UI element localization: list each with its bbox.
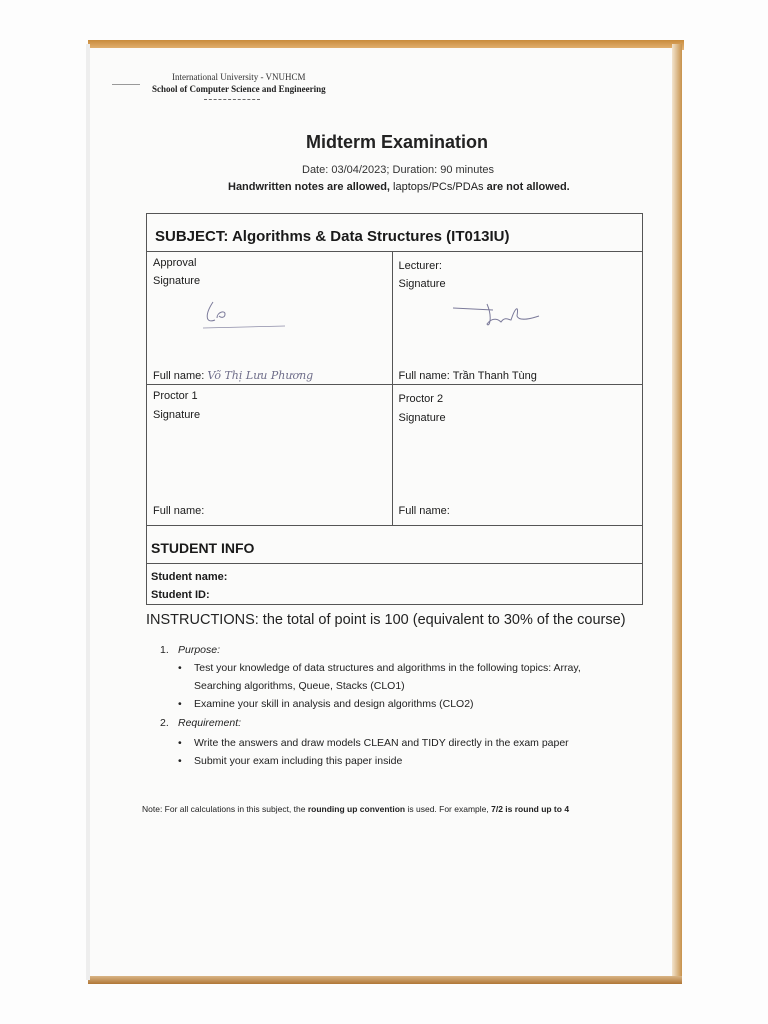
list-item-title: Requirement: xyxy=(178,717,242,729)
approval-fullname xyxy=(153,369,313,382)
notes-allowed: Handwritten notes are allowed, xyxy=(228,181,390,193)
note-example: 7/2 is round up to 4 xyxy=(491,804,570,814)
note-convention: rounding up convention xyxy=(307,804,406,814)
notes-not-allowed: are not allowed. xyxy=(486,181,570,193)
student-id-label: Student ID: xyxy=(151,589,210,601)
approval-cell xyxy=(147,252,393,385)
proctor1-signature-label: Signature xyxy=(153,409,201,421)
corner-rule xyxy=(112,84,140,85)
proctor1-cell xyxy=(147,385,393,526)
list-item: Searching algorithms, Queue, Stacks (CLO1) xyxy=(194,680,405,692)
bullet-icon: • xyxy=(178,698,182,710)
list-item: Write the answers and draw models CLEAN and TIDY directly in the exam paper xyxy=(194,737,569,749)
list-item-number: 2. xyxy=(160,717,169,729)
lecturer-signature-image xyxy=(453,298,563,338)
student-info-heading: STUDENT INFO xyxy=(151,540,255,556)
instructions-heading: INSTRUCTIONS: the total of point is 100 (equivalent to 30% of the course) xyxy=(146,612,626,628)
subject-row xyxy=(147,214,643,252)
proctor2-cell xyxy=(392,385,643,526)
lecturer-cell xyxy=(392,252,643,385)
lecturer-signature-label: Signature xyxy=(398,278,446,290)
note-prefix: Note: For all calculations in this subject, the xyxy=(142,804,306,814)
instructions-list xyxy=(160,641,630,771)
school-name: School of Computer Science and Engineering xyxy=(152,84,326,94)
proctor2-signature-label: Signature xyxy=(398,412,446,424)
proctor1-label: Proctor 1 xyxy=(153,390,198,402)
exam-info-table xyxy=(146,213,643,605)
notes-devices: laptops/PCs/PDAs xyxy=(393,181,484,193)
approval-signature-label: Signature xyxy=(153,275,201,287)
proctor2-fullname: Full name: xyxy=(398,505,450,517)
exam-notes-policy xyxy=(228,181,570,193)
bullet-icon: • xyxy=(178,737,182,749)
student-details-row xyxy=(147,564,643,605)
exam-title: Midterm Examination xyxy=(306,132,489,152)
bullet-icon: • xyxy=(178,662,182,674)
list-item-title: Purpose: xyxy=(178,644,221,656)
note-middle: is used. For example, xyxy=(407,804,489,814)
lecturer-fullname: Full name: Trần Thanh Tùng xyxy=(398,370,537,382)
exam-date-duration: Date: 03/04/2023; Duration: 90 minutes xyxy=(302,164,495,176)
student-info-row xyxy=(147,526,643,564)
approval-label: Approval xyxy=(153,257,197,269)
list-item: Examine your skill in analysis and design algorithms (CLO2) xyxy=(194,698,474,710)
list-item: Submit your exam including this paper inside xyxy=(194,755,403,767)
list-item-number: 1. xyxy=(160,644,169,656)
approval-fullname-label: Full name: xyxy=(153,370,205,382)
proctor2-label: Proctor 2 xyxy=(398,393,444,405)
paper-edge-right xyxy=(672,44,682,984)
rounding-note xyxy=(142,804,569,814)
approval-signature-image xyxy=(195,292,295,337)
university-name: International University - VNUHCM xyxy=(172,72,306,82)
proctor1-fullname: Full name: xyxy=(153,505,205,517)
paper-edge-bottom xyxy=(88,976,682,984)
bullet-icon: • xyxy=(178,755,182,767)
student-name-label: Student name: xyxy=(151,571,228,583)
school-underline xyxy=(204,99,260,100)
lecturer-label: Lecturer: xyxy=(398,260,442,272)
approval-fullname-handwritten: Võ Thị Lưu Phương xyxy=(207,369,314,382)
list-item: Test your knowledge of data structures and algorithms in the following topics: Array, xyxy=(194,662,581,674)
subject-title: SUBJECT: Algorithms & Data Structures (IT013IU) xyxy=(155,228,510,245)
